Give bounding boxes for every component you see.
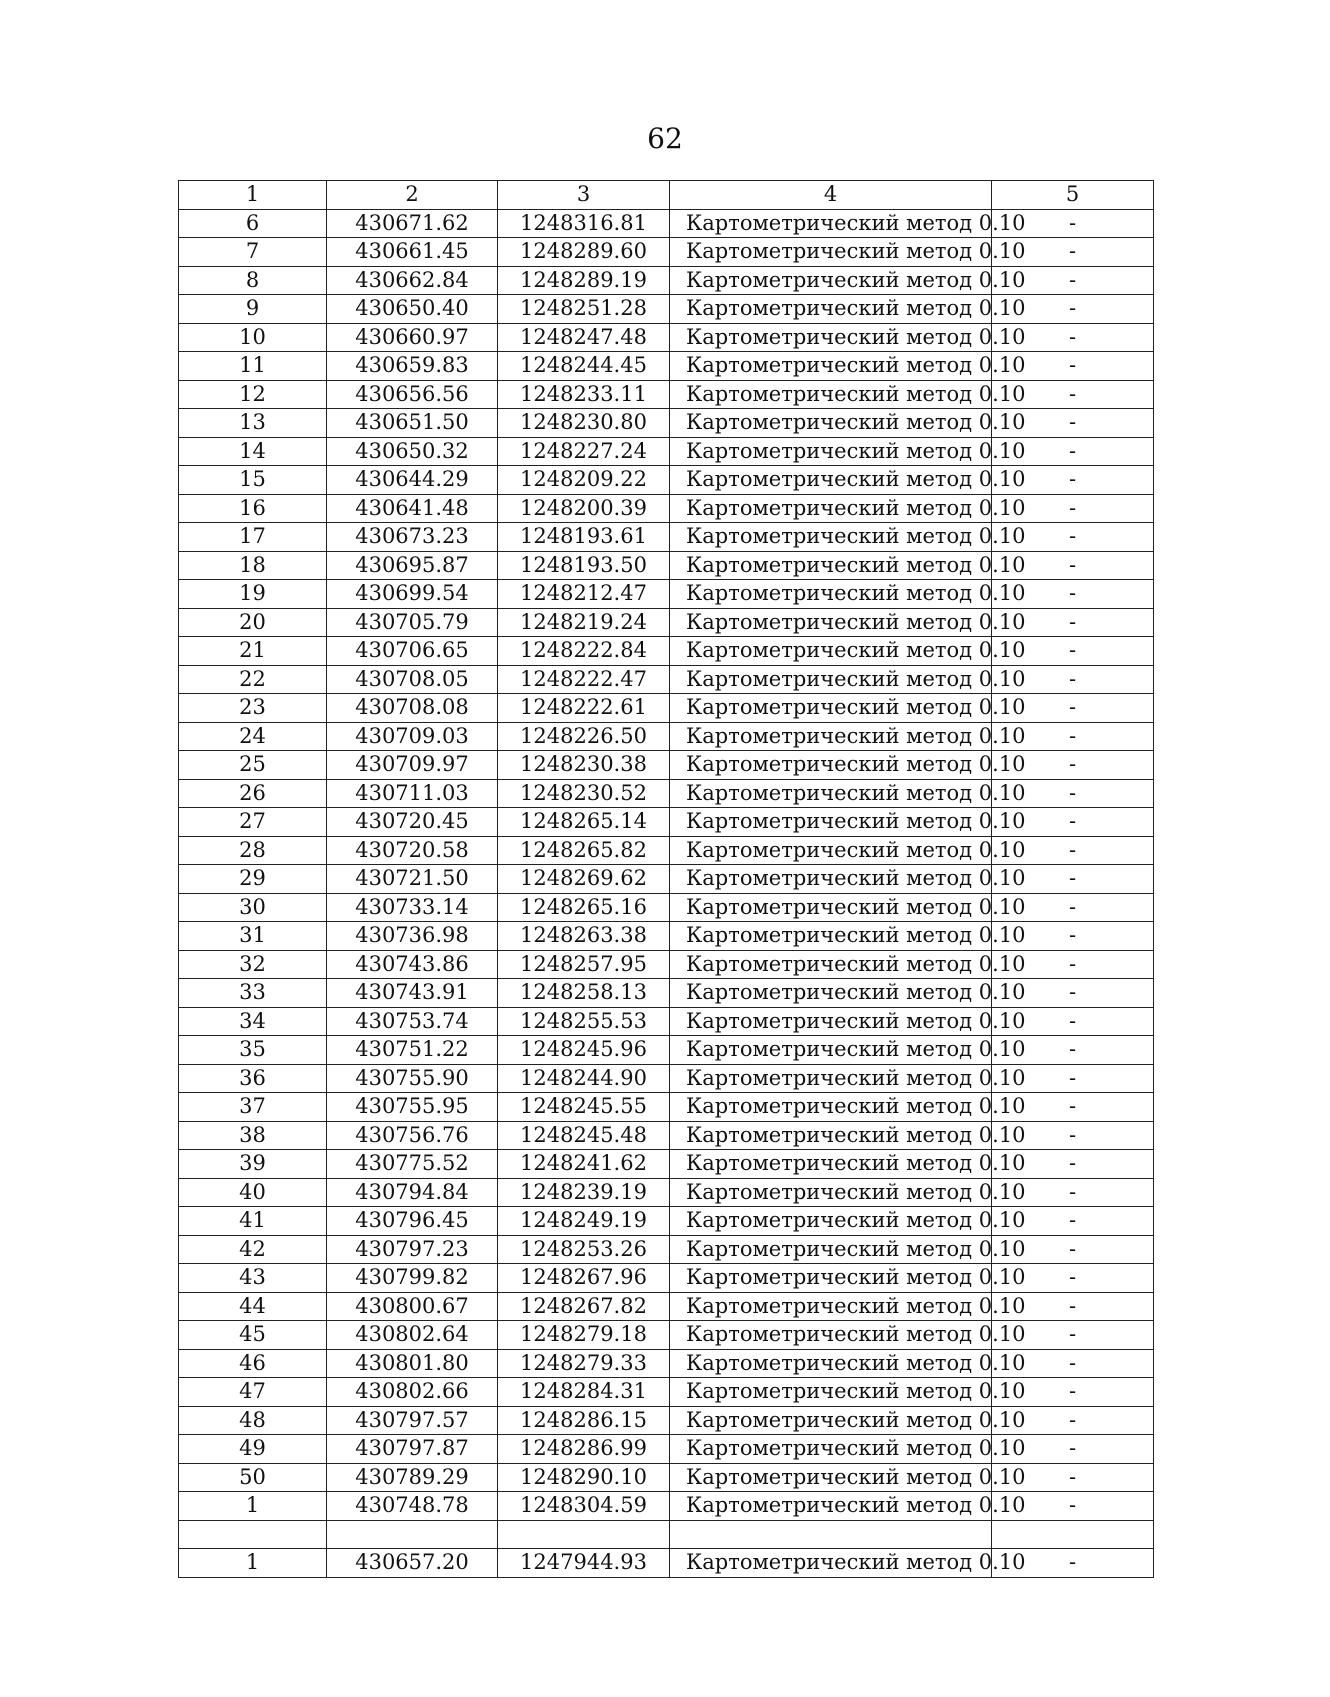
table-cell: 430650.32 (327, 437, 498, 466)
table-cell: - (992, 950, 1154, 979)
table-cell: 11 (179, 352, 327, 381)
table-cell: 430748.78 (327, 1492, 498, 1521)
table-cell: 430641.48 (327, 494, 498, 523)
table-row (179, 238, 1154, 267)
table-row (179, 1036, 1154, 1065)
table-row (179, 1378, 1154, 1407)
table-cell: Картометрический метод 0.10 (670, 1378, 992, 1407)
table-cell: 1 (179, 1549, 327, 1578)
table-cell: 430733.14 (327, 893, 498, 922)
table-cell: Картометрический метод 0.10 (670, 608, 992, 637)
table-cell: 1248230.38 (498, 751, 670, 780)
table-cell: - (992, 1321, 1154, 1350)
table-cell: - (992, 751, 1154, 780)
table-cell: 1248290.10 (498, 1463, 670, 1492)
table-cell: 29 (179, 865, 327, 894)
table-cell (992, 1520, 1154, 1549)
table-cell: - (992, 779, 1154, 808)
table-cell: 27 (179, 808, 327, 837)
table-cell: 14 (179, 437, 327, 466)
table-cell: Картометрический метод 0.10 (670, 1207, 992, 1236)
table-row (179, 209, 1154, 238)
table-cell: - (992, 1264, 1154, 1293)
table-cell: 430755.90 (327, 1064, 498, 1093)
table-cell: - (992, 665, 1154, 694)
table-cell: 6 (179, 209, 327, 238)
table-cell: 1248241.62 (498, 1150, 670, 1179)
table-cell: - (992, 437, 1154, 466)
table-row (179, 1292, 1154, 1321)
table-cell: Картометрический метод 0.10 (670, 893, 992, 922)
table-cell: 30 (179, 893, 327, 922)
column-header: 1 (179, 181, 327, 210)
table-cell: Картометрический метод 0.10 (670, 1235, 992, 1264)
table-cell: Картометрический метод 0.10 (670, 352, 992, 381)
table-cell: Картометрический метод 0.10 (670, 637, 992, 666)
table-cell: - (992, 808, 1154, 837)
column-header: 3 (498, 181, 670, 210)
table-cell: 1248257.95 (498, 950, 670, 979)
table-cell: 430794.84 (327, 1178, 498, 1207)
table-row (179, 295, 1154, 324)
table-cell: Картометрический метод 0.10 (670, 466, 992, 495)
table-cell: - (992, 580, 1154, 609)
table-cell: - (992, 209, 1154, 238)
table-row (179, 1435, 1154, 1464)
table-row (179, 1093, 1154, 1122)
table-cell: 430662.84 (327, 266, 498, 295)
table-cell: 1248222.61 (498, 694, 670, 723)
table-header-row (179, 181, 1154, 210)
table-row (179, 922, 1154, 951)
table-cell: 1248230.80 (498, 409, 670, 438)
table-cell: 430651.50 (327, 409, 498, 438)
table-row (179, 694, 1154, 723)
table-cell: 430802.66 (327, 1378, 498, 1407)
table-row (179, 266, 1154, 295)
table-row (179, 352, 1154, 381)
table-cell: 1248263.38 (498, 922, 670, 951)
table-cell: 1248265.16 (498, 893, 670, 922)
table-cell: 12 (179, 380, 327, 409)
table-cell: Картометрический метод 0.10 (670, 523, 992, 552)
table-cell: 47 (179, 1378, 327, 1407)
table-cell (327, 1520, 498, 1549)
table-cell: Картометрический метод 0.10 (670, 1549, 992, 1578)
table-cell: 430797.57 (327, 1406, 498, 1435)
table-cell: Картометрический метод 0.10 (670, 950, 992, 979)
column-header: 2 (327, 181, 498, 210)
table-cell: Картометрический метод 0.10 (670, 665, 992, 694)
table-cell: 45 (179, 1321, 327, 1350)
column-header: 5 (992, 181, 1154, 210)
table-cell: 44 (179, 1292, 327, 1321)
table-cell: 1248239.19 (498, 1178, 670, 1207)
table-cell: 35 (179, 1036, 327, 1065)
table-cell: Картометрический метод 0.10 (670, 1492, 992, 1521)
table-row (179, 437, 1154, 466)
table-cell: Картометрический метод 0.10 (670, 979, 992, 1008)
table-cell: Картометрический метод 0.10 (670, 779, 992, 808)
table-cell: 1248289.60 (498, 238, 670, 267)
table-cell: 1248200.39 (498, 494, 670, 523)
table-cell: Картометрический метод 0.10 (670, 437, 992, 466)
table-row (179, 1121, 1154, 1150)
table-cell: 31 (179, 922, 327, 951)
table-cell: Картометрический метод 0.10 (670, 238, 992, 267)
table-row (179, 523, 1154, 552)
table-cell: 1248219.24 (498, 608, 670, 637)
table-cell: - (992, 1178, 1154, 1207)
table-cell: - (992, 409, 1154, 438)
table-cell: Картометрический метод 0.10 (670, 1264, 992, 1293)
table-cell: - (992, 1093, 1154, 1122)
table-cell: 1248193.50 (498, 551, 670, 580)
table-cell: Картометрический метод 0.10 (670, 1064, 992, 1093)
table-cell: Картометрический метод 0.10 (670, 323, 992, 352)
table-cell: 34 (179, 1007, 327, 1036)
table-row (179, 979, 1154, 1008)
table-cell: 430736.98 (327, 922, 498, 951)
table-cell: 430743.86 (327, 950, 498, 979)
table-cell: 33 (179, 979, 327, 1008)
table-cell: 1248286.15 (498, 1406, 670, 1435)
table-cell: 430650.40 (327, 295, 498, 324)
table-cell: - (992, 922, 1154, 951)
table-cell: 1248316.81 (498, 209, 670, 238)
table-cell: 1248289.19 (498, 266, 670, 295)
table-row (179, 1207, 1154, 1236)
table-cell: - (992, 523, 1154, 552)
table-cell: - (992, 1406, 1154, 1435)
table-cell: - (992, 466, 1154, 495)
table-cell: 18 (179, 551, 327, 580)
table-cell: 430721.50 (327, 865, 498, 894)
table-cell: - (992, 238, 1154, 267)
table-cell: 430802.64 (327, 1321, 498, 1350)
table-cell: 430706.65 (327, 637, 498, 666)
table-cell: 1248279.18 (498, 1321, 670, 1350)
table-cell: 430801.80 (327, 1349, 498, 1378)
table-cell: 37 (179, 1093, 327, 1122)
table-cell: Картометрический метод 0.10 (670, 1036, 992, 1065)
page-number: 62 (647, 122, 683, 155)
table-cell: - (992, 722, 1154, 751)
table-cell: 41 (179, 1207, 327, 1236)
table-cell: 1248249.19 (498, 1207, 670, 1236)
table-cell: 43 (179, 1264, 327, 1293)
table-cell: 1248265.14 (498, 808, 670, 837)
table-cell: 42 (179, 1235, 327, 1264)
table-cell: 1248245.55 (498, 1093, 670, 1122)
table-cell: - (992, 1292, 1154, 1321)
table-cell: - (992, 1435, 1154, 1464)
table-cell: Картометрический метод 0.10 (670, 694, 992, 723)
table-cell: Картометрический метод 0.10 (670, 1321, 992, 1350)
table-row (179, 1178, 1154, 1207)
table-cell: 13 (179, 409, 327, 438)
table-cell: 19 (179, 580, 327, 609)
table-cell: 1248251.28 (498, 295, 670, 324)
table-cell (179, 1520, 327, 1549)
table-cell: Картометрический метод 0.10 (670, 380, 992, 409)
table-cell: 32 (179, 950, 327, 979)
table-cell: 430799.82 (327, 1264, 498, 1293)
table-cell: Картометрический метод 0.10 (670, 551, 992, 580)
table-cell: 20 (179, 608, 327, 637)
table-cell: Картометрический метод 0.10 (670, 1406, 992, 1435)
table-cell: 430659.83 (327, 352, 498, 381)
table-cell: 21 (179, 637, 327, 666)
table-cell: 1248255.53 (498, 1007, 670, 1036)
table-row (179, 1549, 1154, 1578)
table-cell: - (992, 1036, 1154, 1065)
table-cell (670, 1520, 992, 1549)
table-cell: 430775.52 (327, 1150, 498, 1179)
table-row (179, 1321, 1154, 1350)
table-cell: Картометрический метод 0.10 (670, 1349, 992, 1378)
table-cell: 1248222.84 (498, 637, 670, 666)
table-cell: 430720.58 (327, 836, 498, 865)
table-row (179, 1492, 1154, 1521)
table-cell: - (992, 551, 1154, 580)
table-cell: 430661.45 (327, 238, 498, 267)
table-cell: 1248284.31 (498, 1378, 670, 1407)
table-cell: 430796.45 (327, 1207, 498, 1236)
table-cell: - (992, 608, 1154, 637)
table-cell: 1248265.82 (498, 836, 670, 865)
table-cell: 430800.67 (327, 1292, 498, 1321)
table-cell: Картометрический метод 0.10 (670, 836, 992, 865)
table-cell: 22 (179, 665, 327, 694)
table-cell: - (992, 836, 1154, 865)
table-cell: 38 (179, 1121, 327, 1150)
table-cell: 430708.05 (327, 665, 498, 694)
table-cell: 430755.95 (327, 1093, 498, 1122)
table-cell: 15 (179, 466, 327, 495)
table-cell: Картометрический метод 0.10 (670, 1150, 992, 1179)
table-row (179, 380, 1154, 409)
table-cell: Картометрический метод 0.10 (670, 1007, 992, 1036)
table-row (179, 893, 1154, 922)
table-row (179, 1007, 1154, 1036)
table-cell: 1248279.33 (498, 1349, 670, 1378)
table-cell: Картометрический метод 0.10 (670, 1292, 992, 1321)
table-row (179, 323, 1154, 352)
table-cell: 430709.97 (327, 751, 498, 780)
table-cell: - (992, 1235, 1154, 1264)
table-cell: Картометрический метод 0.10 (670, 295, 992, 324)
table-cell: - (992, 1207, 1154, 1236)
table-cell: 1248245.48 (498, 1121, 670, 1150)
table-cell: 16 (179, 494, 327, 523)
table-row (179, 1235, 1154, 1264)
table-cell: 1248247.48 (498, 323, 670, 352)
table-cell: 1248304.59 (498, 1492, 670, 1521)
table-cell (498, 1520, 670, 1549)
table-cell: - (992, 1549, 1154, 1578)
table-row (179, 779, 1154, 808)
table-cell: 430708.08 (327, 694, 498, 723)
table-cell: 430695.87 (327, 551, 498, 580)
table-cell: 430705.79 (327, 608, 498, 637)
table-row (179, 466, 1154, 495)
table-cell: 430656.56 (327, 380, 498, 409)
table-row (179, 1150, 1154, 1179)
table-row (179, 950, 1154, 979)
table-cell: 50 (179, 1463, 327, 1492)
table-cell: 25 (179, 751, 327, 780)
table-cell: 430644.29 (327, 466, 498, 495)
table-row (179, 1264, 1154, 1293)
table-cell: - (992, 893, 1154, 922)
table-cell: 1247944.93 (498, 1549, 670, 1578)
table-cell: Картометрический метод 0.10 (670, 1463, 992, 1492)
table-cell: 36 (179, 1064, 327, 1093)
table-cell: - (992, 1007, 1154, 1036)
table-cell: 28 (179, 836, 327, 865)
table-row (179, 637, 1154, 666)
table-cell: 430797.23 (327, 1235, 498, 1264)
table-cell: 430756.76 (327, 1121, 498, 1150)
table-cell: 1248193.61 (498, 523, 670, 552)
table-cell: Картометрический метод 0.10 (670, 751, 992, 780)
table-cell: 430657.20 (327, 1549, 498, 1578)
table-row (179, 1520, 1154, 1549)
table-row (179, 665, 1154, 694)
table-cell: 430673.23 (327, 523, 498, 552)
table-cell: Картометрический метод 0.10 (670, 409, 992, 438)
table-cell: Картометрический метод 0.10 (670, 1435, 992, 1464)
table-cell: 23 (179, 694, 327, 723)
table-cell: 430709.03 (327, 722, 498, 751)
table-cell: - (992, 380, 1154, 409)
table-cell: 1248212.47 (498, 580, 670, 609)
table-cell: - (992, 1150, 1154, 1179)
table-cell: 1248253.26 (498, 1235, 670, 1264)
table-cell: 8 (179, 266, 327, 295)
table-row (179, 551, 1154, 580)
table-row (179, 1406, 1154, 1435)
table-cell: 430711.03 (327, 779, 498, 808)
table-cell: 430660.97 (327, 323, 498, 352)
table-cell: 48 (179, 1406, 327, 1435)
table-row (179, 722, 1154, 751)
table-cell: 1248267.82 (498, 1292, 670, 1321)
table-cell: Картометрический метод 0.10 (670, 1121, 992, 1150)
table-cell: 430743.91 (327, 979, 498, 1008)
table-cell: Картометрический метод 0.10 (670, 865, 992, 894)
table-cell: 1248244.90 (498, 1064, 670, 1093)
table-cell: Картометрический метод 0.10 (670, 808, 992, 837)
table-row (179, 409, 1154, 438)
table-cell: 39 (179, 1150, 327, 1179)
table-cell: 1248226.50 (498, 722, 670, 751)
table-cell: 26 (179, 779, 327, 808)
table-cell: 1248286.99 (498, 1435, 670, 1464)
table-cell: 430699.54 (327, 580, 498, 609)
table-cell: 430751.22 (327, 1036, 498, 1065)
table-cell: - (992, 295, 1154, 324)
table-cell: 430671.62 (327, 209, 498, 238)
table-cell: - (992, 1463, 1154, 1492)
table-cell: Картометрический метод 0.10 (670, 494, 992, 523)
table-cell: - (992, 1492, 1154, 1521)
table-cell: 1248233.11 (498, 380, 670, 409)
table-cell: - (992, 865, 1154, 894)
table-cell: - (992, 637, 1154, 666)
table-cell: 17 (179, 523, 327, 552)
table-cell: Картометрический метод 0.10 (670, 722, 992, 751)
table-cell: 1248230.52 (498, 779, 670, 808)
table-cell: Картометрический метод 0.10 (670, 266, 992, 295)
table-cell: 9 (179, 295, 327, 324)
table-row (179, 808, 1154, 837)
table-cell: 1248269.62 (498, 865, 670, 894)
table-body (179, 181, 1154, 1578)
table-cell: 430720.45 (327, 808, 498, 837)
coordinates-table (178, 180, 1154, 1578)
table-row (179, 865, 1154, 894)
table-cell: 1248244.45 (498, 352, 670, 381)
table-cell: Картометрический метод 0.10 (670, 1178, 992, 1207)
table-row (179, 1349, 1154, 1378)
table-cell: 1248209.22 (498, 466, 670, 495)
table-cell: 46 (179, 1349, 327, 1378)
table-cell: 7 (179, 238, 327, 267)
table-row (179, 836, 1154, 865)
table-cell: - (992, 979, 1154, 1008)
table-cell: 430797.87 (327, 1435, 498, 1464)
table-cell: 1248245.96 (498, 1036, 670, 1065)
table-cell: 430789.29 (327, 1463, 498, 1492)
table-cell: - (992, 323, 1154, 352)
table-cell: Картометрический метод 0.10 (670, 922, 992, 951)
table-cell: - (992, 1064, 1154, 1093)
table-cell: 10 (179, 323, 327, 352)
table-cell: - (992, 352, 1154, 381)
table-cell: - (992, 494, 1154, 523)
table-cell: 49 (179, 1435, 327, 1464)
table-row (179, 1463, 1154, 1492)
table-cell: - (992, 694, 1154, 723)
table-cell: 24 (179, 722, 327, 751)
table-cell: - (992, 1349, 1154, 1378)
table-cell: - (992, 266, 1154, 295)
table-cell: Картометрический метод 0.10 (670, 580, 992, 609)
table-cell: Картометрический метод 0.10 (670, 1093, 992, 1122)
table-row (179, 751, 1154, 780)
table-cell: 1248222.47 (498, 665, 670, 694)
table-row (179, 580, 1154, 609)
table-row (179, 608, 1154, 637)
table-cell: 1248258.13 (498, 979, 670, 1008)
table-cell: - (992, 1121, 1154, 1150)
table-cell: 1 (179, 1492, 327, 1521)
column-header: 4 (670, 181, 992, 210)
table-row (179, 494, 1154, 523)
table-row (179, 1064, 1154, 1093)
table-cell: 40 (179, 1178, 327, 1207)
table-cell: Картометрический метод 0.10 (670, 209, 992, 238)
table-cell: 1248267.96 (498, 1264, 670, 1293)
table-cell: 1248227.24 (498, 437, 670, 466)
table-cell: 430753.74 (327, 1007, 498, 1036)
table-cell: - (992, 1378, 1154, 1407)
